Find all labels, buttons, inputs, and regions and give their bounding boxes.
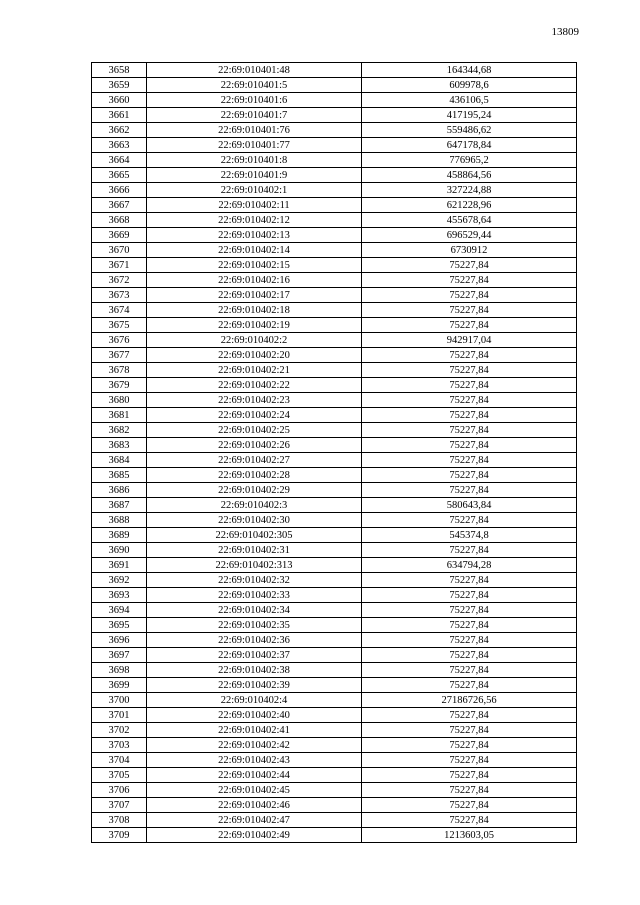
cadastral-value-cell: 455678,64	[362, 213, 577, 228]
row-number-cell: 3674	[92, 303, 147, 318]
cadastral-number-cell: 22:69:010402:43	[147, 753, 362, 768]
cadastral-number-cell: 22:69:010402:29	[147, 483, 362, 498]
cadastral-value-cell: 75227,84	[362, 723, 577, 738]
row-number-cell: 3664	[92, 153, 147, 168]
cadastral-number-cell: 22:69:010402:45	[147, 783, 362, 798]
cadastral-number-cell: 22:69:010402:14	[147, 243, 362, 258]
cadastral-number-cell: 22:69:010402:2	[147, 333, 362, 348]
cadastral-value-cell: 942917,04	[362, 333, 577, 348]
table-row	[92, 213, 577, 228]
cadastral-number-cell: 22:69:010401:77	[147, 138, 362, 153]
table-row	[92, 393, 577, 408]
table-row	[92, 363, 577, 378]
cadastral-value-cell: 75227,84	[362, 663, 577, 678]
table-row	[92, 138, 577, 153]
table-row	[92, 723, 577, 738]
row-number-cell: 3695	[92, 618, 147, 633]
cadastral-number-cell: 22:69:010402:305	[147, 528, 362, 543]
table-row	[92, 63, 577, 78]
table-row	[92, 693, 577, 708]
table-row	[92, 153, 577, 168]
table-row	[92, 633, 577, 648]
table-row	[92, 78, 577, 93]
table-row	[92, 303, 577, 318]
cadastral-value-cell: 75227,84	[362, 783, 577, 798]
row-number-cell: 3709	[92, 828, 147, 843]
cadastral-value-cell: 75227,84	[362, 603, 577, 618]
cadastral-number-cell: 22:69:010402:46	[147, 798, 362, 813]
row-number-cell: 3670	[92, 243, 147, 258]
cadastral-value-cell: 436106,5	[362, 93, 577, 108]
row-number-cell: 3699	[92, 678, 147, 693]
row-number-cell: 3680	[92, 393, 147, 408]
cadastral-number-cell: 22:69:010402:44	[147, 768, 362, 783]
cadastral-value-cell: 27186726,56	[362, 693, 577, 708]
table-row	[92, 378, 577, 393]
row-number-cell: 3665	[92, 168, 147, 183]
table-row	[92, 678, 577, 693]
cadastral-value-cell: 75227,84	[362, 423, 577, 438]
row-number-cell: 3705	[92, 768, 147, 783]
cadastral-value-cell: 609978,6	[362, 78, 577, 93]
cadastral-number-cell: 22:69:010402:28	[147, 468, 362, 483]
table-row	[92, 453, 577, 468]
cadastral-value-cell: 621228,96	[362, 198, 577, 213]
cadastral-value-cell: 75227,84	[362, 588, 577, 603]
cadastral-number-cell: 22:69:010402:37	[147, 648, 362, 663]
table-row	[92, 513, 577, 528]
cadastral-number-cell: 22:69:010402:18	[147, 303, 362, 318]
cadastral-number-cell: 22:69:010402:47	[147, 813, 362, 828]
cadastral-value-cell: 75227,84	[362, 543, 577, 558]
row-number-cell: 3690	[92, 543, 147, 558]
row-number-cell: 3707	[92, 798, 147, 813]
row-number-cell: 3703	[92, 738, 147, 753]
cadastral-value-cell: 75227,84	[362, 738, 577, 753]
table-row	[92, 108, 577, 123]
row-number-cell: 3687	[92, 498, 147, 513]
cadastral-number-cell: 22:69:010402:19	[147, 318, 362, 333]
cadastral-value-cell: 6730912	[362, 243, 577, 258]
row-number-cell: 3692	[92, 573, 147, 588]
row-number-cell: 3686	[92, 483, 147, 498]
cadastral-value-cell: 75227,84	[362, 648, 577, 663]
cadastral-value-cell: 75227,84	[362, 273, 577, 288]
cadastral-number-cell: 22:69:010401:9	[147, 168, 362, 183]
row-number-cell: 3667	[92, 198, 147, 213]
cadastral-number-cell: 22:69:010402:31	[147, 543, 362, 558]
row-number-cell: 3685	[92, 468, 147, 483]
cadastral-value-cell: 634794,28	[362, 558, 577, 573]
cadastral-value-cell: 75227,84	[362, 708, 577, 723]
row-number-cell: 3691	[92, 558, 147, 573]
row-number-cell: 3672	[92, 273, 147, 288]
cadastral-value-cell: 75227,84	[362, 468, 577, 483]
table-row	[92, 318, 577, 333]
cadastral-value-cell: 75227,84	[362, 798, 577, 813]
cadastral-value-cell: 75227,84	[362, 618, 577, 633]
row-number-cell: 3676	[92, 333, 147, 348]
table-row	[92, 573, 577, 588]
cadastral-value-cell: 75227,84	[362, 453, 577, 468]
row-number-cell: 3675	[92, 318, 147, 333]
cadastral-number-cell: 22:69:010402:30	[147, 513, 362, 528]
cadastral-number-cell: 22:69:010402:33	[147, 588, 362, 603]
cadastral-value-cell: 75227,84	[362, 348, 577, 363]
table-row	[92, 768, 577, 783]
row-number-cell: 3693	[92, 588, 147, 603]
table-row	[92, 123, 577, 138]
cadastral-number-cell: 22:69:010402:27	[147, 453, 362, 468]
cadastral-value-table	[91, 62, 577, 843]
cadastral-value-cell: 580643,84	[362, 498, 577, 513]
row-number-cell: 3688	[92, 513, 147, 528]
table-row	[92, 663, 577, 678]
table-row	[92, 738, 577, 753]
cadastral-value-cell: 75227,84	[362, 573, 577, 588]
row-number-cell: 3683	[92, 438, 147, 453]
table-row	[92, 483, 577, 498]
table-row	[92, 258, 577, 273]
table-row	[92, 828, 577, 843]
cadastral-number-cell: 22:69:010402:3	[147, 498, 362, 513]
cadastral-number-cell: 22:69:010402:40	[147, 708, 362, 723]
cadastral-number-cell: 22:69:010401:76	[147, 123, 362, 138]
page-number: 13809	[551, 26, 579, 38]
cadastral-number-cell: 22:69:010402:12	[147, 213, 362, 228]
row-number-cell: 3694	[92, 603, 147, 618]
cadastral-number-cell: 22:69:010402:17	[147, 288, 362, 303]
cadastral-number-cell: 22:69:010402:24	[147, 408, 362, 423]
cadastral-number-cell: 22:69:010402:38	[147, 663, 362, 678]
row-number-cell: 3704	[92, 753, 147, 768]
cadastral-number-cell: 22:69:010401:8	[147, 153, 362, 168]
table-row	[92, 468, 577, 483]
row-number-cell: 3677	[92, 348, 147, 363]
row-number-cell: 3668	[92, 213, 147, 228]
table-row	[92, 708, 577, 723]
cadastral-number-cell: 22:69:010402:39	[147, 678, 362, 693]
cadastral-number-cell: 22:69:010402:16	[147, 273, 362, 288]
table-row	[92, 648, 577, 663]
table-row	[92, 198, 577, 213]
row-number-cell: 3661	[92, 108, 147, 123]
cadastral-value-cell: 696529,44	[362, 228, 577, 243]
row-number-cell: 3682	[92, 423, 147, 438]
cadastral-number-cell: 22:69:010401:7	[147, 108, 362, 123]
cadastral-value-cell: 75227,84	[362, 378, 577, 393]
table-row	[92, 183, 577, 198]
row-number-cell: 3697	[92, 648, 147, 663]
cadastral-value-cell: 75227,84	[362, 678, 577, 693]
row-number-cell: 3708	[92, 813, 147, 828]
cadastral-number-cell: 22:69:010402:23	[147, 393, 362, 408]
cadastral-number-cell: 22:69:010402:36	[147, 633, 362, 648]
row-number-cell: 3700	[92, 693, 147, 708]
cadastral-number-cell: 22:69:010402:1	[147, 183, 362, 198]
cadastral-number-cell: 22:69:010402:49	[147, 828, 362, 843]
cadastral-number-cell: 22:69:010402:22	[147, 378, 362, 393]
row-number-cell: 3701	[92, 708, 147, 723]
row-number-cell: 3698	[92, 663, 147, 678]
cadastral-number-cell: 22:69:010402:35	[147, 618, 362, 633]
cadastral-value-cell: 75227,84	[362, 303, 577, 318]
cadastral-number-cell: 22:69:010401:6	[147, 93, 362, 108]
table-row	[92, 228, 577, 243]
table-row	[92, 753, 577, 768]
cadastral-value-cell: 75227,84	[362, 513, 577, 528]
cadastral-number-cell: 22:69:010402:26	[147, 438, 362, 453]
cadastral-value-cell: 75227,84	[362, 483, 577, 498]
cadastral-value-cell: 776965,2	[362, 153, 577, 168]
cadastral-number-cell: 22:69:010402:11	[147, 198, 362, 213]
row-number-cell: 3660	[92, 93, 147, 108]
cadastral-number-cell: 22:69:010402:21	[147, 363, 362, 378]
cadastral-number-cell: 22:69:010401:5	[147, 78, 362, 93]
cadastral-value-cell: 75227,84	[362, 813, 577, 828]
table-body	[92, 63, 577, 843]
table-row	[92, 618, 577, 633]
cadastral-value-cell: 417195,24	[362, 108, 577, 123]
cadastral-value-cell: 75227,84	[362, 258, 577, 273]
row-number-cell: 3666	[92, 183, 147, 198]
cadastral-value-cell: 458864,56	[362, 168, 577, 183]
cadastral-value-cell: 75227,84	[362, 288, 577, 303]
cadastral-number-cell: 22:69:010402:20	[147, 348, 362, 363]
row-number-cell: 3663	[92, 138, 147, 153]
cadastral-number-cell: 22:69:010402:4	[147, 693, 362, 708]
table-row	[92, 798, 577, 813]
cadastral-number-cell: 22:69:010402:25	[147, 423, 362, 438]
row-number-cell: 3706	[92, 783, 147, 798]
cadastral-number-cell: 22:69:010401:48	[147, 63, 362, 78]
cadastral-value-cell: 75227,84	[362, 633, 577, 648]
table-row	[92, 543, 577, 558]
row-number-cell: 3681	[92, 408, 147, 423]
row-number-cell: 3659	[92, 78, 147, 93]
table-row	[92, 168, 577, 183]
cadastral-value-cell: 164344,68	[362, 63, 577, 78]
table-row	[92, 558, 577, 573]
row-number-cell: 3678	[92, 363, 147, 378]
row-number-cell: 3702	[92, 723, 147, 738]
cadastral-value-cell: 327224,88	[362, 183, 577, 198]
cadastral-number-cell: 22:69:010402:42	[147, 738, 362, 753]
table-row	[92, 273, 577, 288]
table-row	[92, 498, 577, 513]
row-number-cell: 3696	[92, 633, 147, 648]
row-number-cell: 3662	[92, 123, 147, 138]
cadastral-value-cell: 75227,84	[362, 363, 577, 378]
table-row	[92, 333, 577, 348]
table-row	[92, 813, 577, 828]
table-row	[92, 783, 577, 798]
table-row	[92, 408, 577, 423]
cadastral-value-cell: 75227,84	[362, 768, 577, 783]
table-row	[92, 528, 577, 543]
cadastral-value-cell: 75227,84	[362, 753, 577, 768]
row-number-cell: 3689	[92, 528, 147, 543]
cadastral-number-cell: 22:69:010402:34	[147, 603, 362, 618]
table-row	[92, 423, 577, 438]
cadastral-number-cell: 22:69:010402:15	[147, 258, 362, 273]
row-number-cell: 3684	[92, 453, 147, 468]
cadastral-value-cell: 75227,84	[362, 393, 577, 408]
cadastral-value-cell: 75227,84	[362, 318, 577, 333]
cadastral-value-cell: 545374,8	[362, 528, 577, 543]
row-number-cell: 3671	[92, 258, 147, 273]
cadastral-value-cell: 647178,84	[362, 138, 577, 153]
table-row	[92, 288, 577, 303]
table-row	[92, 348, 577, 363]
row-number-cell: 3658	[92, 63, 147, 78]
cadastral-number-cell: 22:69:010402:41	[147, 723, 362, 738]
cadastral-number-cell: 22:69:010402:13	[147, 228, 362, 243]
cadastral-value-cell: 75227,84	[362, 438, 577, 453]
table-row	[92, 93, 577, 108]
cadastral-number-cell: 22:69:010402:313	[147, 558, 362, 573]
cadastral-value-cell: 1213603,05	[362, 828, 577, 843]
row-number-cell: 3673	[92, 288, 147, 303]
cadastral-number-cell: 22:69:010402:32	[147, 573, 362, 588]
row-number-cell: 3669	[92, 228, 147, 243]
cadastral-value-cell: 75227,84	[362, 408, 577, 423]
table-row	[92, 438, 577, 453]
table-row	[92, 243, 577, 258]
row-number-cell: 3679	[92, 378, 147, 393]
table-row	[92, 603, 577, 618]
table-row	[92, 588, 577, 603]
cadastral-value-cell: 559486,62	[362, 123, 577, 138]
